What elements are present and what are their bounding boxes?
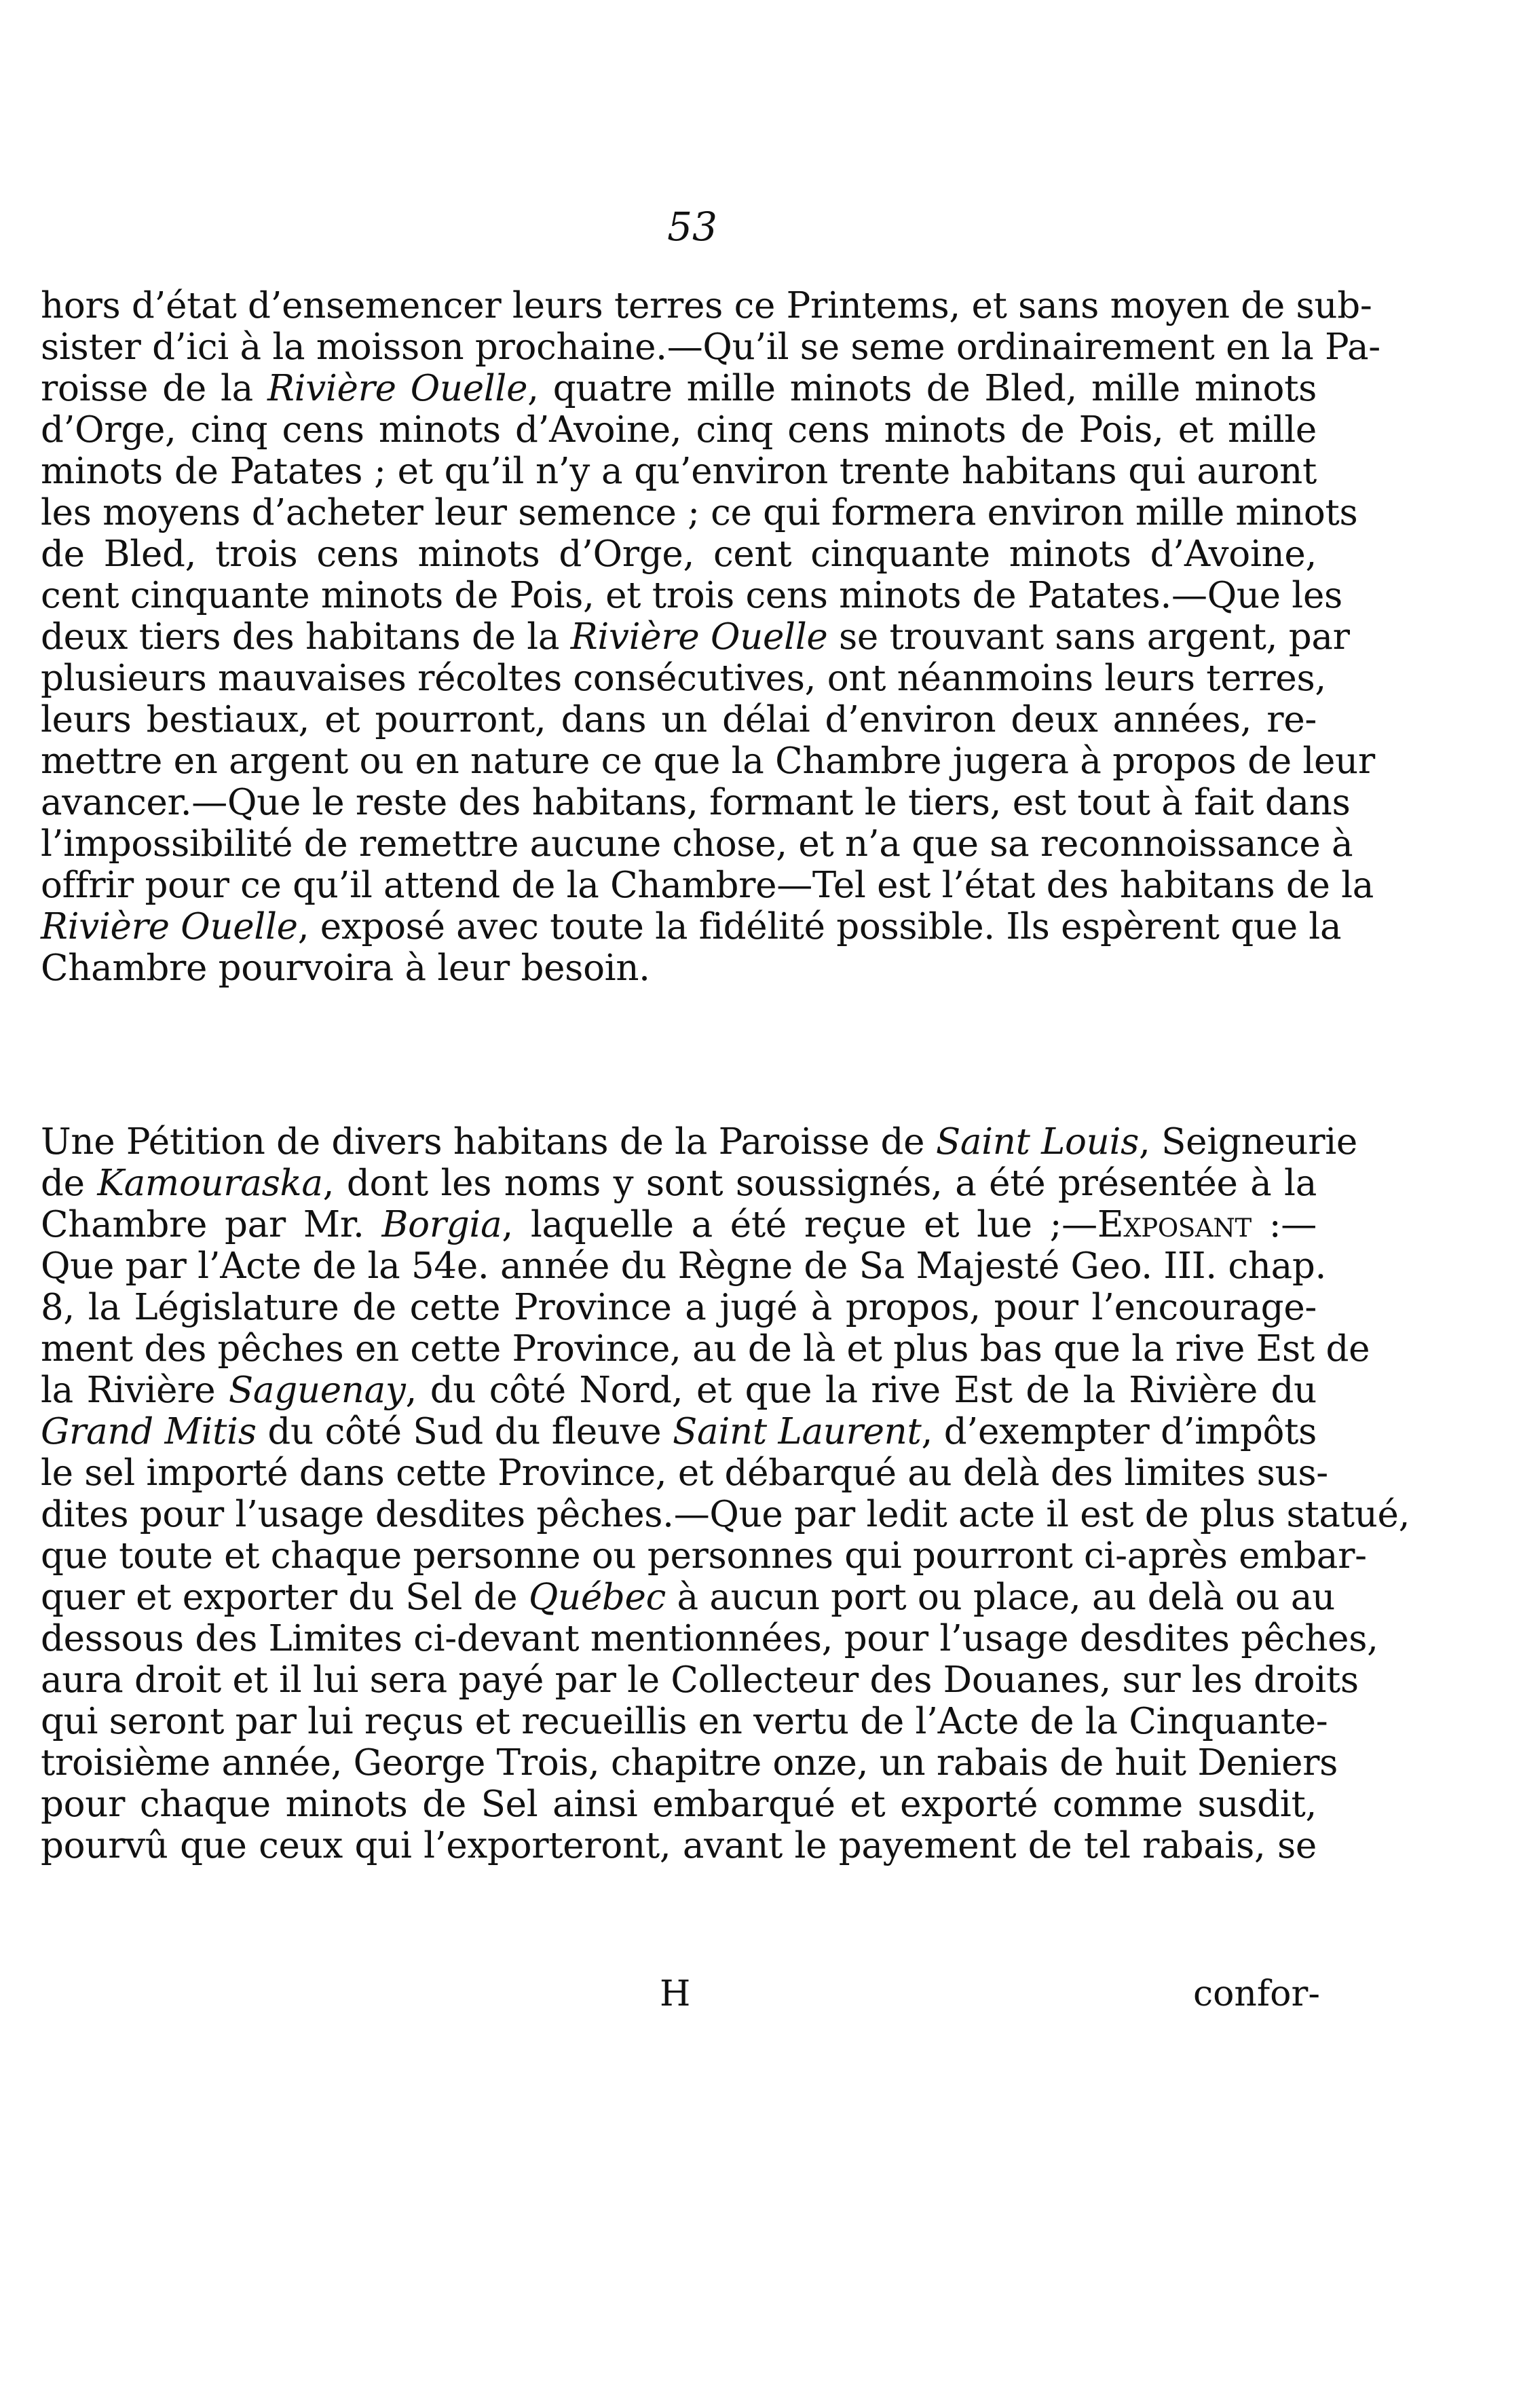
text-line: Chambre par Mr. Borgia, laquelle a été reçue et lue ;—Exposant :—: [41, 1204, 1317, 1245]
text-line: mettre en argent ou en nature ce que la Chambre jugera à propos de leur: [41, 740, 1375, 782]
text-line: aura droit et il lui sera payé par le Collecteur des Douanes, sur les droits: [41, 1659, 1359, 1701]
text-line: de Bled, trois cens minots d’Orge, cent cinquante minots d’Avoine,: [41, 533, 1317, 575]
text-line: minots de Patates ; et qu’il n’y a qu’environ trente habitans qui auront: [41, 451, 1317, 492]
text-line: troisième année, George Trois, chapitre onze, un rabais de huit Deniers: [41, 1742, 1338, 1784]
text-line: leurs bestiaux, et pourront, dans un délai d’environ deux années, re-: [41, 699, 1317, 740]
text-line: pour chaque minots de Sel ainsi embarqué et exporté comme susdit,: [41, 1784, 1317, 1825]
text-line: qui seront par lui reçus et recueillis en vertu de l’Acte de la Cinquante-: [41, 1701, 1328, 1742]
text-line: roisse de la Rivière Ouelle, quatre mille minots de Bled, mille minots: [41, 368, 1317, 409]
text-line: Que par l’Acte de la 54e. année du Règne de Sa Majesté Geo. III. chap.: [41, 1245, 1327, 1287]
signature-mark: H: [660, 1974, 691, 2014]
text-line: que toute et chaque personne ou personnes qui pourront ci-après embar-: [41, 1535, 1367, 1577]
text-line: cent cinquante minots de Pois, et trois cens minots de Patates.—Que les: [41, 575, 1342, 616]
text-line: d’Orge, cinq cens minots d’Avoine, cinq cens minots de Pois, et mille: [41, 409, 1317, 451]
text-line: sister d’ici à la moisson prochaine.—Qu’il se seme ordinairement en la Pa-: [41, 326, 1380, 368]
text-line: les moyens d’acheter leur semence ; ce qui formera environ mille minots: [41, 492, 1358, 533]
catchword: confor-: [1193, 1974, 1320, 2014]
text-line: Une Pétition de divers habitans de la Paroisse de Saint Louis, Seigneurie: [41, 1121, 1357, 1163]
text-line: avancer.—Que le reste des habitans, formant le tiers, est tout à fait dans: [41, 782, 1351, 823]
text-line: hors d’état d’ensemencer leurs terres ce Printems, et sans moyen de sub-: [41, 285, 1372, 326]
text-line: plusieurs mauvaises récoltes consécutives, ont néanmoins leurs terres,: [41, 658, 1326, 699]
text-line: quer et exporter du Sel de Québec à aucun port ou place, au delà ou au: [41, 1577, 1336, 1618]
text-line: deux tiers des habitans de la Rivière Ouelle se trouvant sans argent, par: [41, 616, 1350, 658]
text-line: offrir pour ce qu’il attend de la Chambre—Tel est l’état des habitans de la: [41, 865, 1374, 906]
text-line: Chambre pourvoira à leur besoin.: [41, 947, 650, 989]
text-line: dites pour l’usage desdites pêches.—Que par ledit acte il est de plus statué,: [41, 1494, 1410, 1535]
page-number: 53: [667, 204, 717, 250]
text-line: de Kamouraska, dont les noms y sont soussignés, a été présentée à la: [41, 1163, 1317, 1204]
text-line: le sel importé dans cette Province, et débarqué au delà des limites sus-: [41, 1452, 1328, 1494]
text-line: Rivière Ouelle, exposé avec toute la fidélité possible. Ils espèrent que la: [41, 906, 1342, 947]
text-line: 8, la Législature de cette Province a jugé à propos, pour l’encourage-: [41, 1287, 1317, 1328]
text-line: ment des pêches en cette Province, au de là et plus bas que la rive Est de: [41, 1328, 1370, 1370]
text-line: pourvû que ceux qui l’exporteront, avant le payement de tel rabais, se: [41, 1825, 1317, 1866]
text-line: la Rivière Saguenay, du côté Nord, et que la rive Est de la Rivière du: [41, 1370, 1317, 1411]
paragraph-riviere-ouelle: [41, 285, 1380, 989]
text-line: dessous des Limites ci-devant mentionnées, pour l’usage desdites pêches,: [41, 1618, 1378, 1659]
text-line: l’impossibilité de remettre aucune chose, et n’a que sa reconnoissance à: [41, 823, 1353, 865]
text-line: Grand Mitis du côté Sud du fleuve Saint Laurent, d’exempter d’impôts: [41, 1411, 1317, 1452]
paragraph-petition-saint-louis: [41, 1121, 1410, 1866]
